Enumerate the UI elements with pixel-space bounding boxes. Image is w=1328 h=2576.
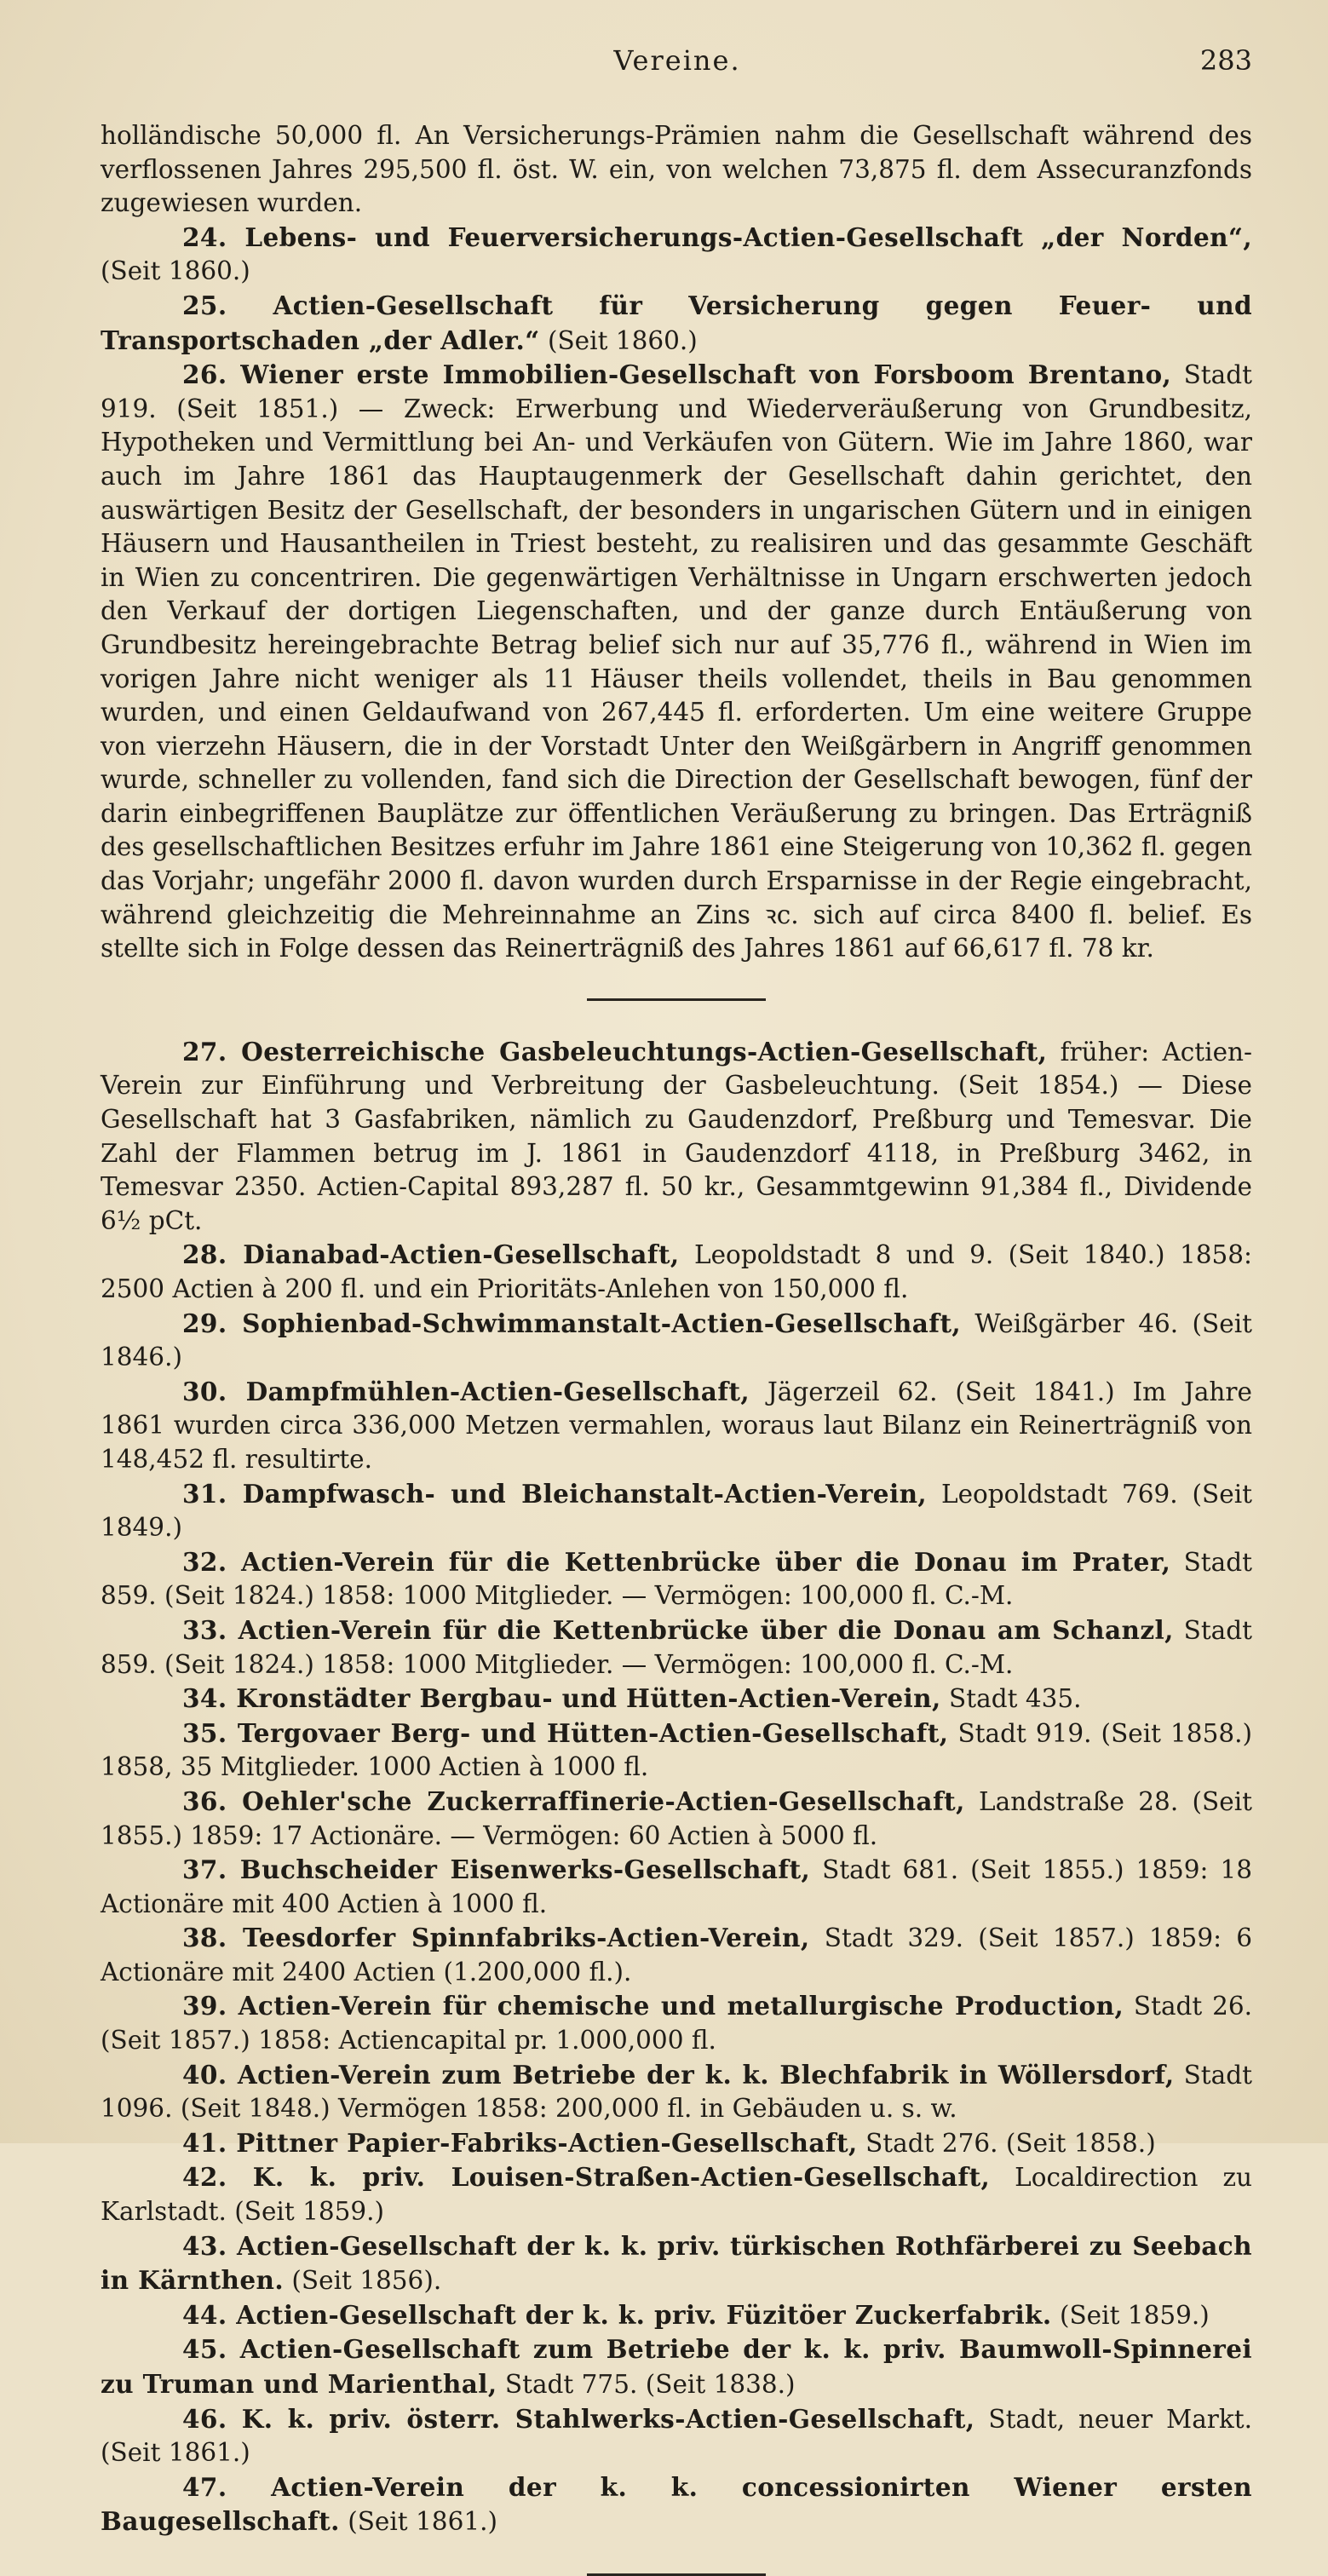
entry-42	[101, 2160, 1252, 2228]
entry-text: (Seit 1861.)	[339, 2507, 497, 2537]
entry-23-continuation	[101, 119, 1252, 221]
entry-name: 41. Pittner Papier-Fabriks-Actien-Gesellschaft,	[182, 2127, 858, 2158]
entry-text: (Seit 1856).	[284, 2266, 442, 2296]
entry-text: Stadt 1096. (Seit 1848.) Vermögen 1858: 200,000 fl. in Gebäuden u. s. w.	[101, 2060, 1252, 2124]
entry-name: 46. K. k. priv. österr. Stahlwerks-Actien-Gesellschaft,	[182, 2403, 975, 2434]
entry-32	[101, 1545, 1252, 1613]
entry-text: Stadt, neuer Markt. (Seit 1861.)	[101, 2404, 1252, 2468]
entry-name: 39. Actien-Verein für chemische und metallurgische Production,	[182, 1991, 1124, 2021]
entry-text: (Seit 1860.)	[101, 256, 250, 286]
entry-name: 30. Dampfmühlen-Actien-Gesellschaft,	[182, 1376, 750, 1406]
entry-text: Stadt 681. (Seit 1855.) 1859: 18 Actionäre mit 400 Actien à 1000 fl.	[101, 1855, 1252, 1918]
entry-44	[101, 2298, 1252, 2333]
entry-name: 24. Lebens- und Feuerversicherungs-Actien-Gesellschaft „der Norden“,	[182, 221, 1252, 252]
entry-28	[101, 1238, 1252, 1306]
entry-37	[101, 1853, 1252, 1921]
entry-46	[101, 2402, 1252, 2470]
page-body	[101, 119, 1252, 2576]
entry-34	[101, 1682, 1252, 1716]
entry-name: 45. Actien-Gesellschaft zum Betriebe der k. k. priv. Baumwoll-Spinnerei zu Truman und Marienthal,	[101, 2334, 1252, 2399]
entry-name: 38. Teesdorfer Spinnfabriks-Actien-Verein,	[182, 1923, 810, 1953]
entry-name: 33. Actien-Verein für die Kettenbrücke über die Donau am Schanzl,	[182, 1614, 1174, 1645]
entry-27	[101, 1035, 1252, 1239]
entry-name: 32. Actien-Verein für die Kettenbrücke über die Donau im Prater,	[182, 1546, 1171, 1577]
entry-text: früher: Actien-Verein zur Einführung und Verbreitung der Gasbeleuchtung. (Seit 1854.) — Diese Gesellschaft hat 3 Gasfabriken, nämlich zu Gaudenzdorf, Preßburg und Temesvar. Die Zahl der Flammen betrug im J. 1861 in Gaudenzdorf 4118, in Preßburg 3462, in Temesvar 2350. Actien-Capital 893,287 fl. 50 kr., Gesammtgewinn 91,384 fl., Dividende 6½ pCt.	[101, 1037, 1253, 1235]
entry-text: Jägerzeil 62. (Seit 1841.) Im Jahre 1861 wurden circa 336,000 Metzen vermahlen, woraus laut Bilanz ein Reinerträgniß von 148,452 fl. resultirte.	[101, 1377, 1252, 1474]
entry-text: Stadt 859. (Seit 1824.) 1858: 1000 Mitglieder. — Vermögen: 100,000 fl. C.-M.	[101, 1547, 1252, 1611]
entry-name: 25. Actien-Gesellschaft für Versicherung gegen Feuer- und Transportschaden „der Adler.“	[101, 290, 1252, 355]
entry-name: 35. Tergovaer Berg- und Hütten-Actien-Gesellschaft,	[182, 1717, 949, 1748]
entry-43	[101, 2229, 1252, 2298]
entry-name: 40. Actien-Verein zum Betriebe der k. k. Blechfabrik in Wöllersdorf,	[182, 2059, 1175, 2090]
entry-33	[101, 1613, 1252, 1682]
entry-text: Stadt 329. (Seit 1857.) 1859: 6 Actionäre mit 2400 Actien (1.200,000 fl.).	[101, 1923, 1252, 1987]
entry-name: 43. Actien-Gesellschaft der k. k. priv. türkischen Rothfärberei zu Seebach in Kärnthen.	[101, 2230, 1252, 2296]
running-title: Vereine.	[613, 44, 741, 77]
entry-text: Stadt 919. (Seit 1851.) — Zweck: Erwerbung und Wiederveräußerung von Grundbesitz, Hypotheken und Vermittlung bei An- und Verkäufen von Gütern. Wie im Jahre 1860, war auch im Jahre 1861 das Hauptaugenmerk der Gesellschaft dahin gerichtet, den auswärtigen Besitz der Gesellschaft, der besonders in ungarischen Gütern und in einigen Häusern und Hausantheilen in Triest besteht, zu realisiren und das gesammte Geschäft in Wien zu concentriren. Die gegenwärtigen Verhältnisse in Ungarn erschwerten jedoch den Verkauf der dortigen Liegenschaften, und der ganze durch Entäußerung von Grundbesitz hereingebrachte Betrag belief sich nur auf 35,776 fl., während in Wien im vorigen Jahre nicht weniger als 11 Häuser theils vollendet, theils in Bau genommen wurden, und einen Geldaufwand von 267,445 fl. erforderten. Um eine weitere Gruppe von vierzehn Häusern, die in der Vorstadt Unter den Weißgärbern in Angriff genommen wurde, schneller zu vollenden, fand sich die Direction der Gesellschaft bewogen, fünf der darin einbegriffenen Bauplätze zur öffentlichen Veräußerung zu bringen. Das Erträgniß des gesellschaftlichen Besitzes erfuhr im Jahre 1861 eine Steigerung von 10,362 fl. gegen das Vorjahr; ungefähr 2000 fl. davon wurden durch Ersparnisse in der Regie eingebracht, während gleichzeitig die Mehreinnahme an Zins ꝛc. sich auf circa 8400 fl. belief. Es stellte sich in Folge dessen das Reinerträgniß des Jahres 1861 auf 66,617 fl. 78 kr.	[101, 360, 1252, 963]
entry-31	[101, 1477, 1252, 1545]
entry-36	[101, 1785, 1252, 1853]
entry-text: Stadt 276. (Seit 1858.)	[857, 2128, 1156, 2158]
entry-40	[101, 2058, 1252, 2126]
entry-name: 31. Dampfwasch- und Bleichanstalt-Actien-Verein,	[182, 1478, 928, 1509]
entry-name: 28. Dianabad-Actien-Gesellschaft,	[182, 1239, 680, 1270]
entry-text: Stadt 26. (Seit 1857.) 1858: Actiencapital pr. 1.000,000 fl.	[101, 1992, 1252, 2056]
entry-text: (Seit 1859.)	[1051, 2300, 1210, 2330]
entry-text: holländische 50,000 fl. An Versicherungs-Prämien nahm die Gesellschaft während des verflossenen Jahres 295,500 fl. öst. W. ein, von welchen 73,875 fl. dem Assecuranzfonds zugewiesen wurden.	[101, 121, 1252, 218]
entry-name: 27. Oesterreichische Gasbeleuchtungs-Actien-Gesellschaft,	[182, 1036, 1048, 1067]
entry-name: 44. Actien-Gesellschaft der k. k. priv. Füzitöer Zuckerfabrik.	[182, 2299, 1052, 2330]
entry-45	[101, 2332, 1252, 2401]
entry-name: 47. Actien-Verein der k. k. concessionirten Wiener ersten Baugesellschaft.	[101, 2471, 1252, 2537]
entry-text: Leopoldstadt 769. (Seit 1849.)	[101, 1479, 1252, 1543]
entry-38	[101, 1921, 1252, 1989]
page-number: 283	[1199, 44, 1252, 77]
page-header	[102, 44, 1252, 87]
entry-name: 34. Kronstädter Bergbau- und Hütten-Actien-Verein,	[182, 1683, 941, 1714]
entry-41	[101, 2126, 1252, 2161]
entry-24	[101, 221, 1252, 289]
entry-30	[101, 1375, 1252, 1477]
entry-26	[101, 358, 1252, 966]
entry-name: 26. Wiener erste Immobilien-Gesellschaft von Forsboom Brentano,	[182, 359, 1172, 390]
entry-text: Stadt 435.	[940, 1684, 1082, 1714]
entry-text: Localdirection zu Karlstadt. (Seit 1859.)	[101, 2163, 1252, 2227]
entry-name: 42. K. k. priv. Louisen-Straßen-Actien-Gesellschaft,	[182, 2162, 991, 2193]
entry-25	[101, 289, 1252, 358]
entry-name: 36. Oehler'sche Zuckerraffinerie-Actien-Gesellschaft,	[182, 1785, 965, 1816]
entry-text: Weißgärber 46. (Seit 1846.)	[101, 1308, 1252, 1372]
entry-text: Stadt 775. (Seit 1838.)	[497, 2370, 796, 2399]
entry-text: Leopoldstadt 8 und 9. (Seit 1840.) 1858: 2500 Actien à 200 fl. und ein Prioritäts-Anlehen von 150,000 fl.	[101, 1240, 1252, 1303]
entry-39	[101, 1989, 1252, 2057]
entry-35	[101, 1716, 1252, 1785]
entry-text: Stadt 919. (Seit 1858.) 1858, 35 Mitglieder. 1000 Actien à 1000 fl.	[101, 1718, 1253, 1782]
entry-text: Landstraße 28. (Seit 1855.) 1859: 17 Actionäre. — Vermögen: 60 Actien à 5000 fl.	[101, 1786, 1252, 1850]
entry-text: (Seit 1860.)	[539, 325, 698, 355]
entry-29	[101, 1307, 1252, 1375]
entry-47	[101, 2470, 1252, 2539]
entry-text: Stadt 859. (Seit 1824.) 1858: 1000 Mitglieder. — Vermögen: 100,000 fl. C.-M.	[101, 1615, 1252, 1679]
entry-name: 29. Sophienbad-Schwimmanstalt-Actien-Gesellschaft,	[182, 1308, 962, 1338]
entry-name: 37. Buchscheider Eisenwerks-Gesellschaft,	[182, 1854, 811, 1885]
section-divider	[587, 998, 766, 1001]
